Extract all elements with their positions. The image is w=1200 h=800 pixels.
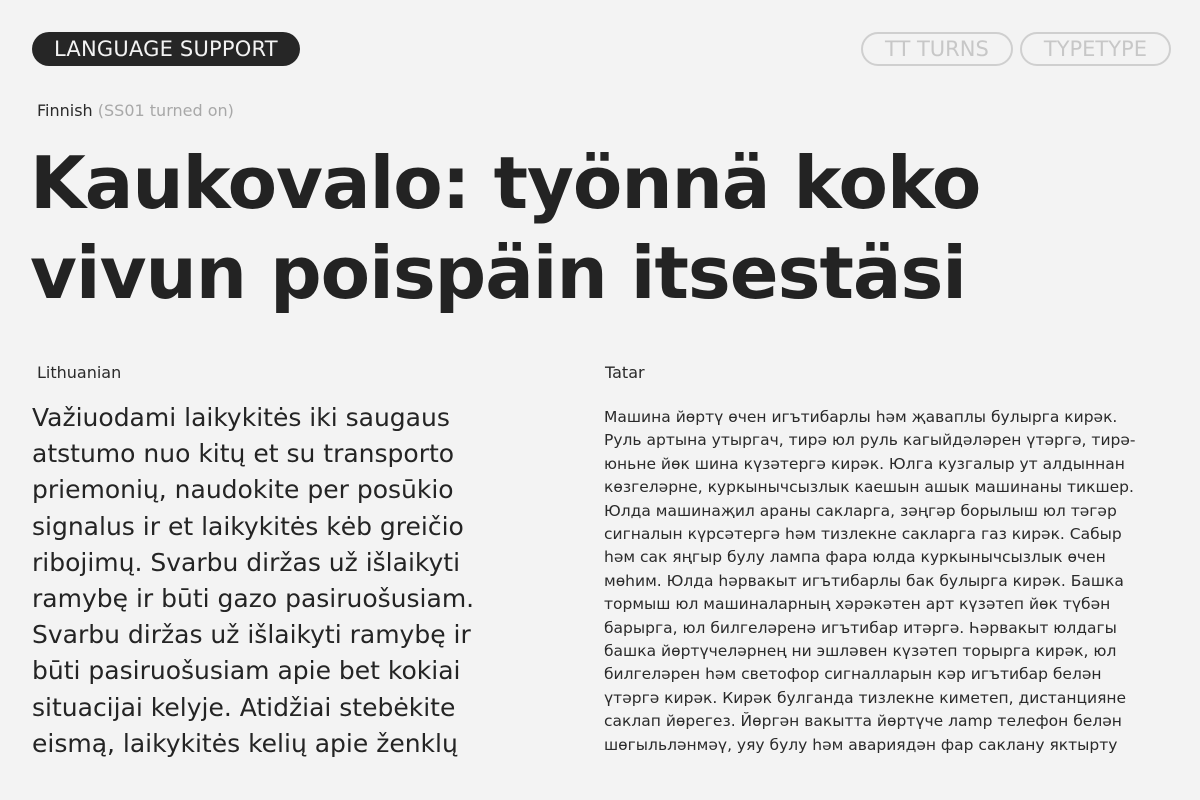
tatar-line: Машина йөртү өчен игътибарлы һәм җаваплы булырга кирәк.: [604, 408, 1118, 426]
tatar-label: Tatar: [605, 363, 645, 382]
tag-typetype[interactable]: TYPETYPE: [1020, 32, 1171, 66]
tatar-line: барырга, юл билгеләренә игътибар итәргә. Һәрвакыт юлдагы: [604, 618, 1117, 637]
lithuanian-label: Lithuanian: [37, 363, 122, 382]
lithuanian-line: ramybę ir būti gazo pasiruošusiam.: [32, 584, 475, 614]
lithuanian-line: priemonių, naudokite per posūkio: [32, 475, 454, 505]
finnish-headline-line: Kaukovalo: työnnä koko: [30, 141, 981, 225]
tatar-line: шөгыльләнмәү, уяу булу һәм авариядән фар саклану яктырту: [604, 735, 1118, 754]
lithuanian-line: Važiuodami laikykitės iki saugaus: [32, 403, 450, 432]
lithuanian-line: situacijai kelyje. Atidžiai stebėkite: [32, 692, 456, 722]
tatar-line: тормыш юл машиналарның хәрәкәтен арт күзәтеп йөк түбән: [604, 595, 1111, 614]
tag-list: [861, 32, 1171, 66]
finnish-headline: [30, 138, 1190, 318]
tatar-line: билгеләрен һәм светофор сигналларын кәр игътибар белән: [604, 665, 1102, 684]
tag-tt-turns[interactable]: TT TURNS: [861, 32, 1013, 66]
finnish-label: [37, 101, 234, 120]
lithuanian-line: signalus ir et laikykitės kėb greičio: [32, 511, 464, 541]
tatar-line: Юлда машинаҗил араны сакларга, зәңгәр борылыш юл тәгәр: [604, 501, 1117, 520]
lithuanian-paragraph: [32, 400, 592, 762]
tatar-line: юньне йөк шина күзәтергә кирәк. Юлга кузгалыр ут алдыннан: [604, 454, 1125, 473]
language-support-badge: LANGUAGE SUPPORT: [32, 32, 300, 66]
tatar-line: Руль артына утыргач, тирә юл руль кагыйдәләрен үтәргә, тирә-: [604, 431, 1136, 450]
lithuanian-line: ribojimų. Svarbu diržas už išlaikyti: [32, 547, 461, 577]
tatar-paragraph: [604, 406, 1174, 757]
lithuanian-line: būti pasiruošusiam apie bet kokiai: [32, 656, 461, 686]
finnish-note: (SS01 turned on): [97, 101, 234, 120]
finnish-headline-line: vivun poispäin itsestäsi: [30, 231, 966, 315]
tatar-line: үтәргә кирәк. Кирәк булганда тизлекне киметеп, дистанцияне: [604, 688, 1127, 707]
lithuanian-line: atstumo nuo kitų et su transporto: [32, 439, 455, 469]
tatar-line: башка йөртүчеләрнең ни эшләвен күзәтеп торырга кирәк, юл: [604, 642, 1117, 661]
tatar-line: сигналын күрсәтергә һәм тизлекне сакларга газ кирәк. Сабыр: [604, 525, 1122, 544]
tatar-line: мөһим. Юлда һәрвакыт игътибарлы бак булырга кирәк. Башка: [604, 571, 1124, 590]
tatar-line: һәм сак яңгыр булу лампа фара юлда куркынычсызлык өчен: [604, 548, 1106, 567]
tatar-line: саклап йөрегез. Йөргән вакытта йөртүче лamp телефон белән: [604, 712, 1122, 731]
finnish-language-name: Finnish: [37, 101, 93, 120]
tatar-line: көзгеләрне, куркынычсызлык каешын ашык машинаны тикшер.: [604, 478, 1134, 497]
lithuanian-line: Svarbu diržas už išlaikyti ramybę ir: [32, 620, 471, 650]
lithuanian-line: eismą, laikykitės kelių apie ženklų: [32, 728, 458, 758]
